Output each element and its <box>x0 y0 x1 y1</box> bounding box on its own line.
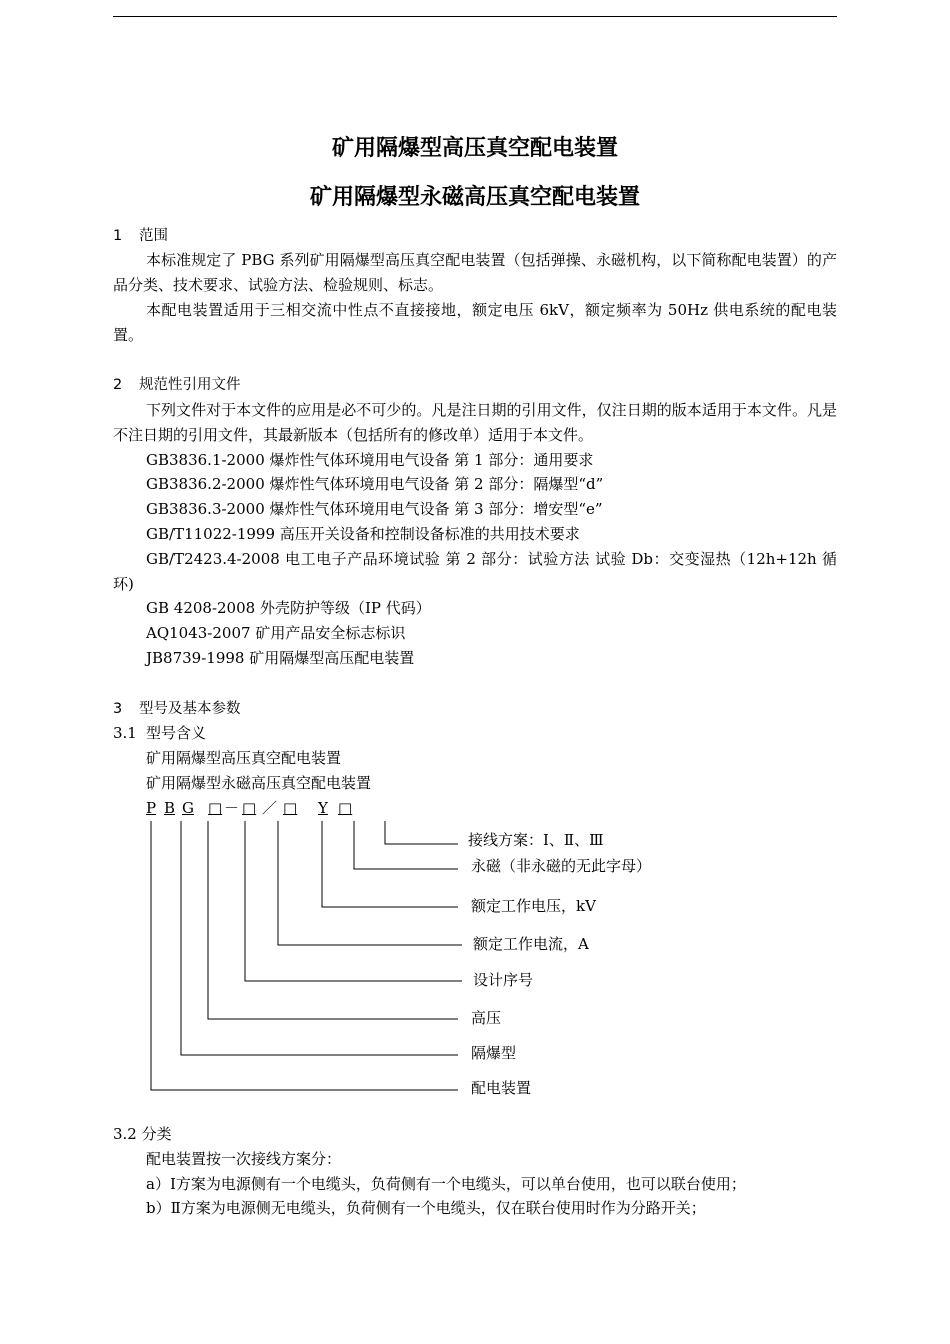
section-3-title: 型号及基本参数 <box>139 701 241 717</box>
code-slash: ／ <box>262 799 278 817</box>
label-rated-voltage: 额定工作电压，kV <box>471 897 596 915</box>
subsection-3-1-title: 型号含义 <box>146 724 207 742</box>
leader-line-wiring <box>385 821 458 844</box>
reference-item: GB3836.2-2000 爆炸性气体环境用电气设备 第 2 部分：隔爆型“d” <box>146 475 604 493</box>
subsection-3-2-heading: 3.2 分类 <box>113 1125 172 1143</box>
classification-item-a: a）Ⅰ方案为电源侧有一个电缆头，负荷侧有一个电缆头，可以单台使用，也可以联台使用； <box>146 1175 746 1193</box>
code-dash: － <box>224 799 240 817</box>
section-2-number: 2 <box>113 377 123 393</box>
leader-line-voltage <box>322 821 458 907</box>
label-high-voltage: 高压 <box>471 1009 502 1027</box>
label-rated-current: 额定工作电流，A <box>473 935 589 953</box>
label-permanent-magnet: 永磁（非永磁的无此字母） <box>471 857 652 875</box>
subsection-3-1-number: 3.1 <box>113 724 137 742</box>
label-wiring-scheme: 接线方案：Ⅰ、Ⅱ、Ⅲ <box>468 831 604 849</box>
classification-intro: 配电装置按一次接线方案分： <box>146 1150 342 1168</box>
leader-line-permanent-magnet <box>354 821 458 869</box>
reference-item: GB/T11022-1999 高压开关设备和控制设备标准的共用技术要求 <box>146 525 580 543</box>
code-box-1: □ <box>208 799 223 817</box>
section-1-para-1: 本标准规定了 PBG 系列矿用隔爆型高压真空配电装置（包括弹操、永磁机构，以下简称配电装置）的产品分类、技术要求、试验方法、检验规则、标志。 <box>113 251 837 294</box>
document-subtitle: 矿用隔爆型永磁高压真空配电装置 <box>309 185 640 210</box>
code-char-p: P <box>146 799 157 817</box>
reference-item: GB 4208-2008 外壳防护等级（IP 代码） <box>146 599 431 617</box>
reference-item: GB3836.1-2000 爆炸性气体环境用电气设备 第 1 部分：通用要求 <box>146 451 594 469</box>
leader-line-current <box>278 821 462 945</box>
section-3-number: 3 <box>113 701 123 717</box>
leader-line-flameproof <box>181 821 458 1055</box>
section-1-title: 范围 <box>139 228 168 244</box>
code-box-3: □ <box>283 799 298 817</box>
code-char-b: B <box>164 799 176 817</box>
document-title: 矿用隔爆型高压真空配电装置 <box>331 136 618 161</box>
model-line-1: 矿用隔爆型高压真空配电装置 <box>146 749 342 767</box>
code-box-2: □ <box>242 799 257 817</box>
label-distribution-device: 配电装置 <box>471 1079 532 1097</box>
section-2-para: 下列文件对于本文件的应用是必不可少的。凡是注日期的引用文件，仅注日期的版本适用于本文件。凡是不注日期的引用文件，其最新版本（包括所有的修改单）适用于本文件。 <box>113 401 837 444</box>
reference-item: JB8739-1998 矿用隔爆型高压配电装置 <box>146 649 415 667</box>
reference-item: GB3836.3-2000 爆炸性气体环境用电气设备 第 3 部分：增安型“e” <box>146 500 603 518</box>
label-design-number: 设计序号 <box>473 971 534 989</box>
section-2-title: 规范性引用文件 <box>139 377 241 393</box>
section-1-para-2: 本配电装置适用于三相交流中性点不直接接地，额定电压 6kV，额定频率为 50Hz 供电系统的配电装置。 <box>113 301 837 344</box>
reference-item: GB/T2423.4-2008 电工电子产品环境试验 第 2 部分：试验方法 试验 Db：交变湿热（12h+12h 循环) <box>113 550 837 593</box>
code-box-4: □ <box>338 799 353 817</box>
code-char-g: G <box>182 799 194 817</box>
classification-item-b: b）Ⅱ方案为电源侧无电缆头，负荷侧有一个电缆头，仅在联台使用时作为分路开关； <box>146 1199 706 1217</box>
section-1-number: 1 <box>113 228 123 244</box>
code-char-y: Y <box>318 799 328 817</box>
model-line-2: 矿用隔爆型永磁高压真空配电装置 <box>146 774 372 792</box>
reference-item: AQ1043-2007 矿用产品安全标志标识 <box>146 624 406 642</box>
label-flameproof: 隔爆型 <box>471 1044 517 1062</box>
leader-line-distribution <box>151 821 458 1090</box>
